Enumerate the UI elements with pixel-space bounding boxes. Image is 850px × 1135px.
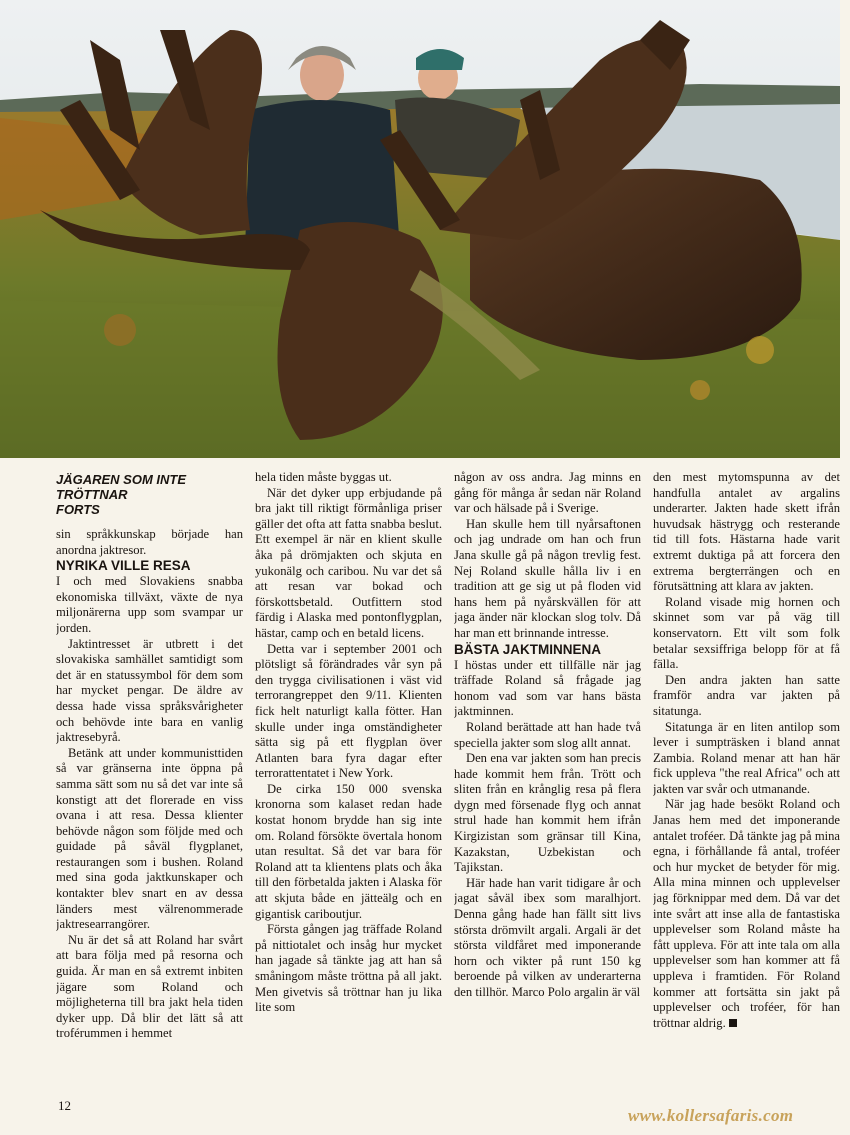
article-paragraph: hela tiden måste byggas ut. [255, 470, 392, 484]
article-paragraph: Sitatunga är en liten antilop som lever i sumpträsken i bland annat Zambia. Roland menar att han här fick uppleva "the real Africa" och att jakten var svår och utmanande. [653, 719, 840, 796]
article-paragraph: någon av oss andra. Jag minns en gång för många år sedan när Roland var och hälsade på i Sverige. [454, 470, 641, 516]
article-paragraph: Roland berättade att han hade två speciella jakter som slog allt annat. [454, 719, 641, 750]
article-paragraph: När jag hade besökt Roland och Janas hem med det imponerande antalet troféer. Då tänkte jag på mina egna, i förhållande få antal, troféer och hur mycket de betyder för mig. Alla mina minnen och upplevelser jag förknippar med dem. Då var det inte svårt att inse alla de fantastiska upplevelser som Roland måste ha fått uppleva. För att inte tala om alla upplevelser som han kommer att få uppleva i framtiden. För Roland kommer att fortsätta sin jakt på upplevelser och troféer, för han tröttnar aldrig. [653, 797, 840, 1030]
article-paragraph: Roland visade mig hornen och skinnet som var på väg till konservatorn. Ett vilt som folk betalar sexsiffriga belopp för at få fälla. [653, 594, 840, 672]
section-heading: BÄSTA JAKTMINNENA [454, 641, 601, 657]
article-paragraph: Nu är det så att Roland har svårt att bara följa med på resorna och guida. Är man en så extremt inbiten jägare som Roland och möjligheterna till bra jakt hela tiden dyker upp. Då blir det lätt så att troférummen i hemmet [56, 932, 243, 1041]
article-paragraph: Den andra jakten han satte framför andra var jakten på sitatunga. [653, 672, 840, 718]
article-columns [56, 470, 842, 1092]
article-paragraph: Jaktintresset är utbrett i det slovakiska samhället samtidigt som det är en statussymbol för dem som har mycket pengar. De äldre av dessa hade vissa språksvårigheter och behövde inte bara en vanlig jaktresebyrå. [56, 636, 243, 745]
section-heading: NYRIKA VILLE RESA [56, 558, 191, 574]
article-paragraph: När det dyker upp erbjudande på bra jakt till riktigt förmånliga priser gäller det ofta att fatta snabba beslut. Ett exempel är när en klient skulle åka på drömjakten och skjuta en yukonälg och caribou. Nu var det så att resan var bokad och förskottsbetald. Outfittern stod färdig i Alaska med pontonflygplan, hästar, camp och en betald licens. [255, 485, 442, 640]
article-paragraph: Han skulle hem till nyårsaftonen och jag undrade om han och frun Jana skulle gå på någon trevlig fest. Nej Roland skulle hålla liv i en tradition att ge sig ut på floden vid hans hem på nyårskvällen för att jaga änder när klockan slog tolv. Då har man ett brinnande intresse. [454, 516, 641, 640]
article-paragraph: I och med Slovakiens snabba ekonomiska tillväxt, växte de nya miljonärerna upp som svampar ur jorden. [56, 574, 243, 635]
page-number: 12 [58, 1098, 71, 1113]
article-column-2 [255, 470, 442, 1092]
article-paragraph: sin språkkunskap började han anordna jaktresor. [56, 527, 243, 557]
article-paragraph: De cirka 150 000 svenska kronorna som kalaset redan hade kostat honom brydde han sig inte om. Roland försökte övertala honom utan resultat. Så det var bara för Roland att ta klientens plats och åka till den förbetalda jakten i Alaska för att skjuta både en jätteälg och en gigantisk cariboutjur. [255, 781, 442, 921]
hero-photo [0, 0, 840, 458]
article-kicker: JÄGAREN SOM INTE TRÖTTNAR FORTS [56, 472, 187, 517]
article-paragraph: Betänk att under kommunisttiden så var gränserna inte öppna på samma sätt som nu så det var inte så konstigt att det florerade en viss ovana i att resa. Dessa klienter behövde någon som följde med och guidade på såväl flygplanet, restaurangen som i bushen. Roland med sina goda jaktkunskaper och kontakter blev snart en av dessa länders mest välrenommerade jaktresearrangörer. [56, 745, 243, 932]
article-column-3 [454, 470, 641, 1092]
article-paragraph: Första gången jag träffade Roland på nittiotalet och insåg hur mycket han jagade så tänkte jag att han så småningom måste tröttna på all jakt. Men givetvis så tröttnar han ju lika lite som [255, 922, 442, 1015]
article-paragraph: I höstas under ett tillfälle när jag träffade Roland så frågade jag honom vad som var hans bästa jaktminnen. [454, 657, 641, 719]
article-paragraph: Här hade han varit tidigare år och jagat såväl ibex som maralhjort. Denna gång hade han fällt sitt livs största drömvilt argali. Argali är det största vildfåret med imponerande horn och vikter på runt 150 kg beroende på vilken av underarterna den tillhör. Marco Polo argalin är väl [454, 875, 641, 999]
end-of-article-mark [729, 1019, 737, 1027]
article-paragraph: Detta var i september 2001 och plötsligt så förändrades vår syn på den trygga civilisationen i väst vid terrorangreppet den 9/11. Klienten fick helt naturligt kalla fötter. Han skulle under inga omständigheter sätta sig på ett flygplan över Atlanten bara fyra dagar efter terrorattentatet i New York. [255, 641, 442, 781]
article-column-4 [653, 470, 840, 1092]
article-paragraph: den mest mytomspunna av det handfulla antalet av argalins underarter. Jakten hade skett ifrån huvudsak hästrygg och resterande tid till fots. Hästarna hade varit extremt duktiga på att forcera den extrema bergterrängen och en förutsättning att klara av jakten. [653, 470, 840, 594]
site-watermark: www.kollersafaris.com [628, 1106, 794, 1125]
article-column-1 [56, 470, 243, 1092]
article-paragraph: Den ena var jakten som han precis hade kommit hem från. Trött och sliten från en krånglig resa på flera dygn med försenade flyg och annat strul hade han kommit hem ifrån Kirgizistan som gränsar till Kina, Kazakstan, Uzbekistan och Tajikstan. [454, 751, 641, 875]
